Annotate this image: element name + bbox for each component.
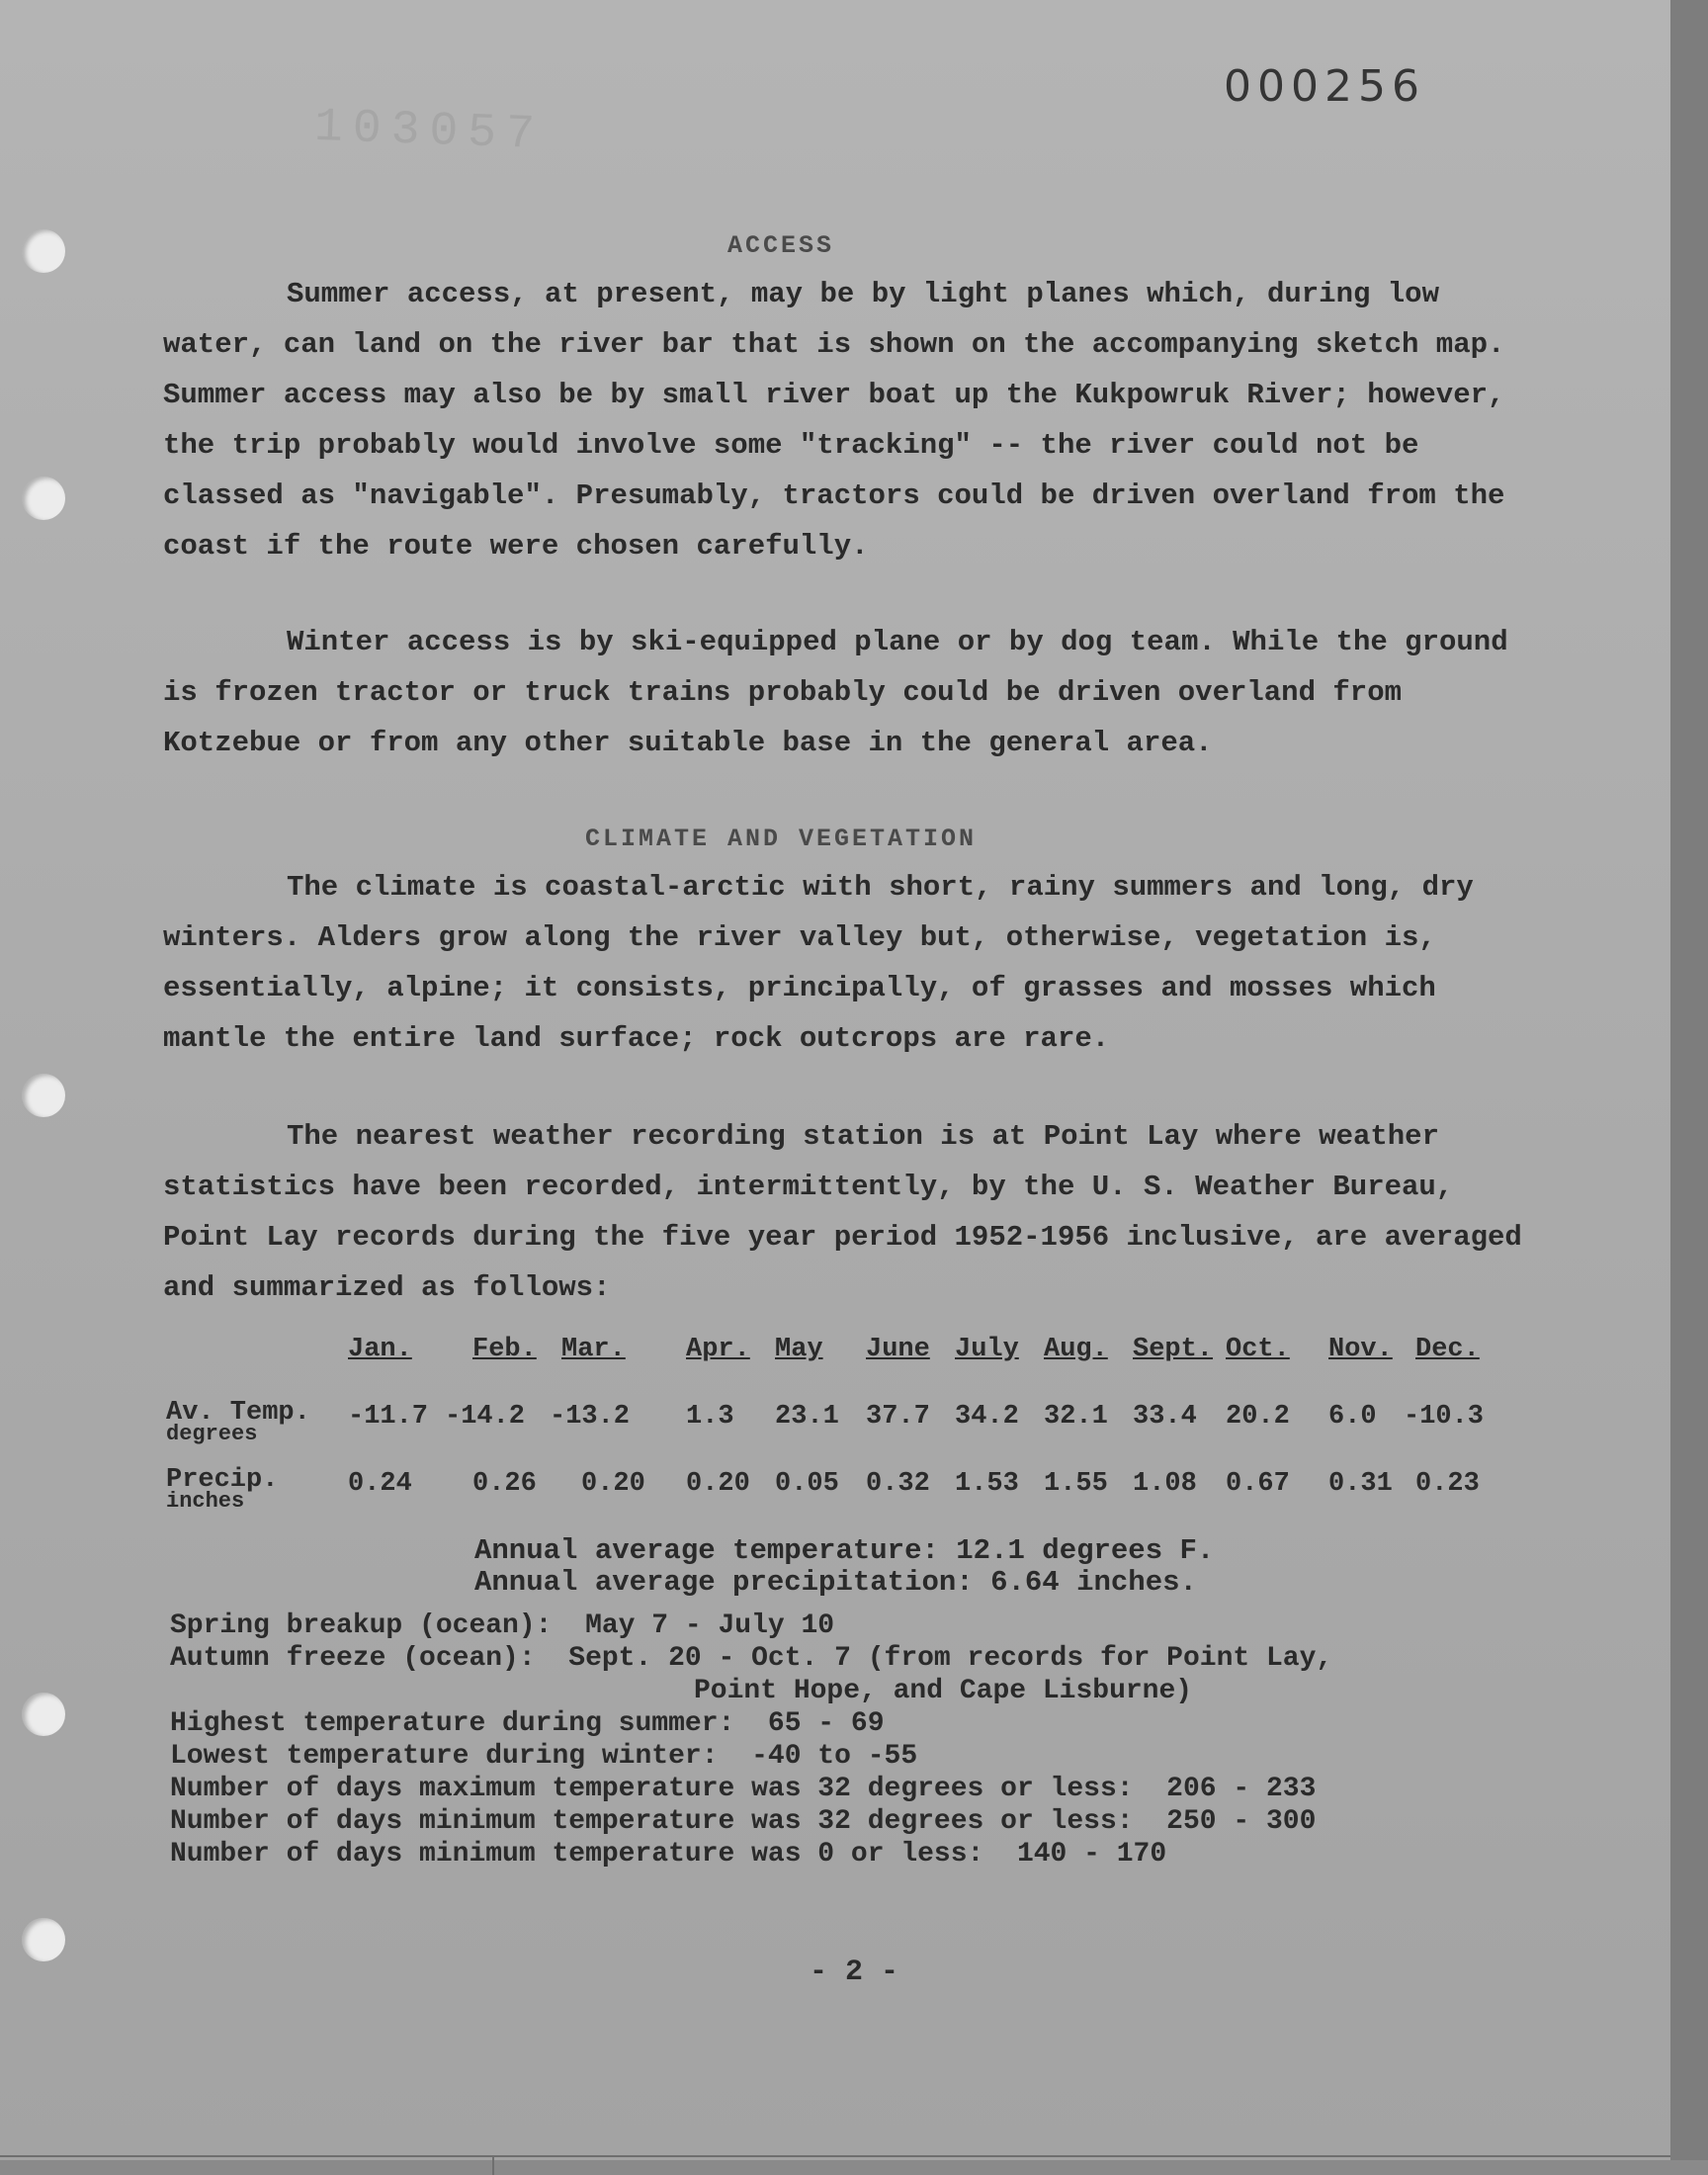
access-heading: ACCESS	[726, 231, 834, 260]
scan-bottom-rule	[0, 2155, 1670, 2157]
temp-cell: 1.3	[686, 1402, 734, 1432]
page-number: - 2 -	[809, 1956, 898, 1989]
month-header: Sept.	[1133, 1335, 1214, 1364]
document-number: 000256	[1224, 61, 1425, 112]
binder-hole	[22, 1074, 65, 1117]
temp-cell: 37.7	[866, 1402, 930, 1432]
temp-cell: 20.2	[1226, 1402, 1290, 1432]
temp-cell: -14.2	[445, 1402, 526, 1432]
scan-edge-right	[1670, 0, 1708, 2175]
binder-hole	[22, 477, 65, 520]
temp-cell: 33.4	[1133, 1402, 1197, 1432]
month-header: Oct.	[1226, 1335, 1290, 1364]
spring-breakup-line: Spring breakup (ocean): May 7 - July 10	[170, 1610, 835, 1641]
ghost-stamp: 103057	[313, 100, 546, 163]
precip-cell: 0.32	[866, 1469, 930, 1499]
month-header: Jan.	[348, 1335, 412, 1364]
month-header: Feb.	[472, 1335, 537, 1364]
precip-cell: 0.20	[686, 1469, 750, 1499]
precip-cell: 0.20	[581, 1469, 645, 1499]
precip-cell: 0.67	[1226, 1469, 1290, 1499]
highest-temperature-line: Highest temperature during summer: 65 - 69	[170, 1708, 885, 1739]
autumn-freeze-continuation: Point Hope, and Cape Lisburne)	[694, 1676, 1193, 1706]
precip-cell: 1.08	[1133, 1469, 1197, 1499]
month-header: May	[775, 1335, 823, 1364]
access-paragraph-1: Summer access, at present, may be by light planes which, during low water, can land on the river bar that is shown on the accompanying sketch map. Summer access may also be by small river boat up the Kukpowruk River; however, the trip probably would involve some "tracking" -- the river could not be classed as "navigable". Presumably, tractors could be driven overland from the coast if the route were chosen carefully.	[163, 278, 1505, 563]
min-temp-days-line: Number of days minimum temperature was 32 degrees or less: 250 - 300	[170, 1806, 1317, 1837]
climate-facts-list	[170, 1610, 1593, 1870]
month-header: Mar.	[561, 1335, 626, 1364]
temp-cell: -11.7	[348, 1402, 429, 1432]
temp-cell: 32.1	[1044, 1402, 1108, 1432]
min-zero-days-line: Number of days minimum temperature was 0 or less: 140 - 170	[170, 1839, 1167, 1870]
month-header: June	[866, 1335, 930, 1364]
annual-average-precipitation: Annual average precipitation: 6.64 inches.	[474, 1566, 1197, 1599]
precip-cell: 0.05	[775, 1469, 839, 1499]
temp-row-label: Av. Temp. degrees	[166, 1398, 310, 1446]
month-header: Aug.	[1044, 1335, 1108, 1364]
precip-cell: 1.55	[1044, 1469, 1108, 1499]
annual-average-temperature: Annual average temperature: 12.1 degrees F.	[474, 1534, 1215, 1567]
climate-paragraph-2: The nearest weather recording station is at Point Lay where weather statistics have been recorded, intermittently, by the U. S. Weather Bureau, Point Lay records during the five year period 1952-1956 inclusive, are averaged and summarized as follows:	[163, 1120, 1522, 1304]
max-temp-days-line: Number of days maximum temperature was 32 degrees or less: 206 - 233	[170, 1774, 1317, 1804]
scan-bottom-tick	[492, 2155, 494, 2175]
climate-heading: CLIMATE AND VEGETATION	[584, 825, 978, 853]
month-header: Apr.	[686, 1335, 750, 1364]
temp-cell: 34.2	[955, 1402, 1019, 1432]
precip-cell: 0.24	[348, 1469, 412, 1499]
precip-cell: 0.26	[472, 1469, 537, 1499]
temp-cell: 6.0	[1328, 1402, 1377, 1432]
month-header: Dec.	[1415, 1335, 1480, 1364]
lowest-temperature-line: Lowest temperature during winter: -40 to -55	[170, 1741, 918, 1772]
precip-cell: 0.31	[1328, 1469, 1393, 1499]
scan-edge-bottom	[0, 2160, 1708, 2175]
autumn-freeze-line: Autumn freeze (ocean): Sept. 20 - Oct. 7 (from records for Point Lay,	[170, 1643, 1333, 1674]
temp-cell: 23.1	[775, 1402, 839, 1432]
temp-cell: -13.2	[550, 1402, 631, 1432]
access-paragraph-2: Winter access is by ski-equipped plane or by dog team. While the ground is frozen tractor or truck trains probably could be driven overland from Kotzebue or from any other suitable base in the general area.	[163, 626, 1508, 759]
month-header: July	[955, 1335, 1019, 1364]
precip-cell: 0.23	[1415, 1469, 1480, 1499]
precip-row-label: Precip. inches	[166, 1465, 279, 1514]
precip-cell: 1.53	[955, 1469, 1019, 1499]
climate-paragraph-1: The climate is coastal-arctic with short, rainy summers and long, dry winters. Alders grow along the river valley but, otherwise, vegetation is, essentially, alpine; it consists, principally, of grasses and mosses which mantle the entire land surface; rock outcrops are rare.	[163, 871, 1474, 1055]
temp-cell: -10.3	[1404, 1402, 1485, 1432]
month-header: Nov.	[1328, 1335, 1393, 1364]
binder-hole	[22, 1693, 65, 1736]
